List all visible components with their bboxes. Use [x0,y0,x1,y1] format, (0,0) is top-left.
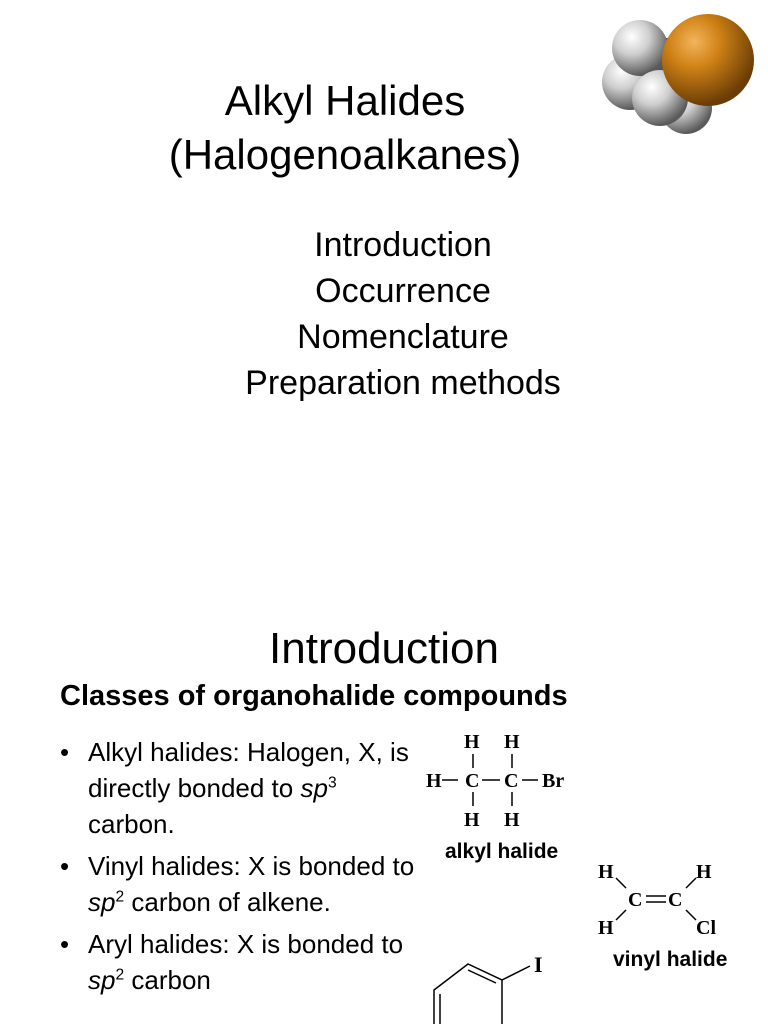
atom-label: H [598,861,614,883]
alkyl-halide-caption: alkyl halide [445,840,559,863]
aryl-halide-structure [424,952,554,1024]
alkyl-halide-structure [420,726,580,838]
atom-label: H [504,731,520,753]
atom-label: H [504,809,520,831]
title-line-2: (Halogenoalkanes) [168,131,522,178]
atom-label: H [426,770,442,792]
bullet-item: • Alkyl halides: Halogen, X, is directly bonded to $sp^3$ carbon. [60,734,420,842]
bullet-item: • Aryl halides: X is bonded to $sp^2$ carbon [60,926,420,998]
topic-item: Nomenclature [297,318,509,356]
atom-label: I [534,952,543,977]
bullet-dot: • [60,929,70,959]
atom-label: C [668,889,683,911]
atom-label: C [465,770,480,792]
atom-label: Br [542,770,565,792]
atom-label: H [464,731,480,753]
slide-subheading: Classes of organohalide compounds [60,680,568,712]
bullet-item: • Vinyl halides: X is bonded to $sp^2$ carbon of alkene. [60,848,420,920]
title-line-1: Alkyl Halides [224,77,466,124]
atom-label: Cl [696,917,716,939]
bullet-dot: • [60,851,70,881]
atom-label: H [464,809,480,831]
molecule-model-image [596,10,756,134]
topic-item: Introduction [314,226,492,264]
introduction-slide [0,520,768,1024]
atom-label: H [696,861,712,883]
bullet-dot: • [60,737,70,767]
topic-item: Preparation methods [245,364,561,402]
topic-item: Occurrence [315,272,491,310]
atom-label: C [628,889,643,911]
bullet-list [60,734,420,1004]
atom-label: H [598,917,614,939]
atom-label: C [504,770,519,792]
topic-list [0,222,768,406]
slide-heading: Introduction [269,624,499,673]
vinyl-halide-structure [592,852,732,942]
slide-title [0,74,690,182]
vinyl-halide-caption: vinyl halide [613,948,728,971]
